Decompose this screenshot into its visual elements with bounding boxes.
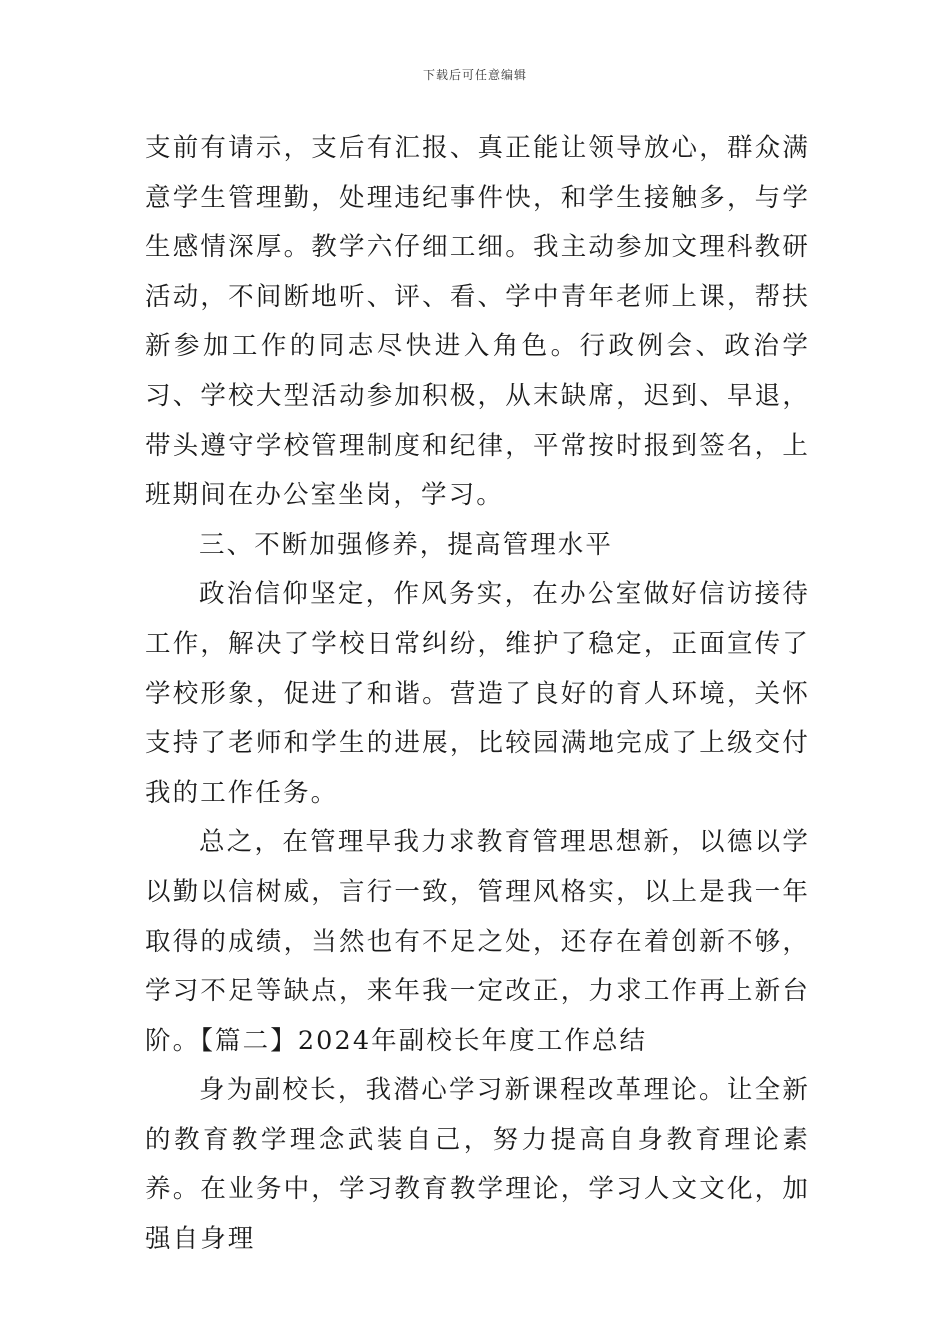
paragraph: 总之，在管理早我力求教育管理思想新，以德以学以勤以信树威，言行一致，管理风格实，以上是我一年取得的成绩，当然也有不足之处，还存在着创新不够，学习不足等缺点，来年我一定改正，力求工作再上新台阶。【篇二】2024年副校长年度工作总结 [145, 827, 810, 1056]
paragraph: 身为副校长，我潜心学习新课程改革理论。让全新的教育教学理念武装自己，努力提高自身教育理论素养。在业务中，学习教育教学理论，学习人文文化，加强自身理 [145, 1075, 810, 1255]
paragraph: 政治信仰坚定，作风务实，在办公室做好信访接待工作，解决了学校日常纠纷，维护了稳定，正面宣传了学校形象，促进了和谐。营造了良好的育人环境，关怀支持了老师和学生的进展，比较园满地完成了上级交付我的工作任务。 [145, 579, 810, 808]
paragraph-continued: 支前有请示，支后有汇报、真正能让领导放心，群众满意学生管理勤，处理违纪事件快，和学生接触多，与学生感情深厚。教学六仔细工细。我主动参加文理科教研活动，不间断地听、评、看、学中青年老师上课，帮扶新参加工作的同志尽快进入角色。行政例会、政治学习、学校大型活动参加积极，从末缺席，迟到、早退，带头遵守学校管理制度和纪律，平常按时报到签名，上班期间在办公室坐岗，学习。 [145, 133, 810, 511]
section-heading: 三、不断加强修养，提高管理水平 [199, 529, 614, 560]
document-body [145, 124, 810, 1265]
page-header: 下载后可任意编辑 [422, 68, 527, 82]
